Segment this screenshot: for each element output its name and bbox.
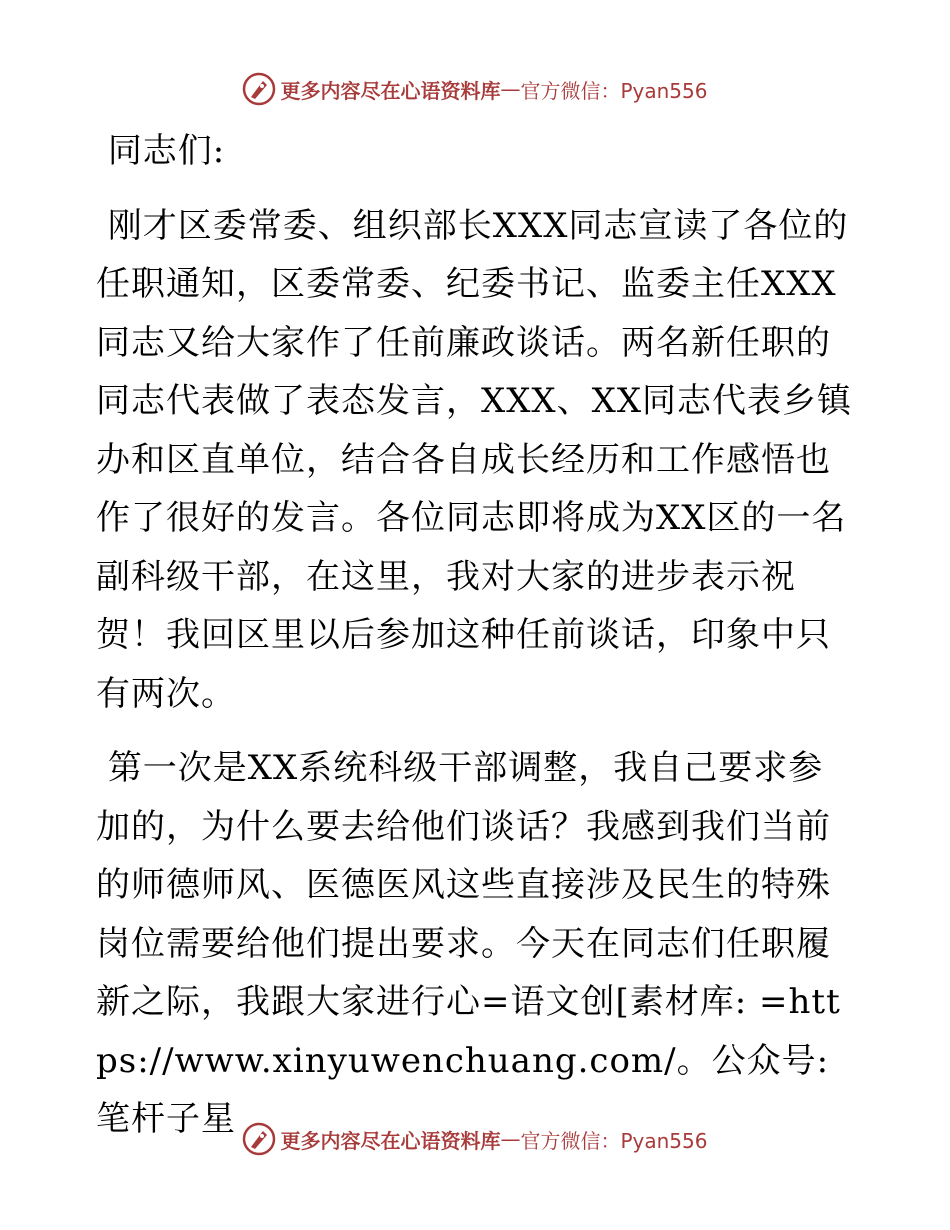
- header-banner: [0, 72, 950, 106]
- pen-nib-logo-icon: [242, 72, 276, 106]
- banner-brand-text: 更多内容尽在心语资料库: [280, 1128, 501, 1153]
- paragraph-2: 第一次是XX系统科级干部调整，我自己要求参加的，为什么要去给他们谈话？我感到我们当前的师德师风、医德医风这些直接涉及民生的特殊岗位需要给他们提出要求。今天在同志们任职履新之际，我跟大家进行心=语文创[素材库: =https://www.xinyuwenchuang.com/。公众号: 笔杆子星: [96, 748, 841, 1139]
- banner-brand-text: 更多内容尽在心语资料库: [280, 78, 501, 103]
- paragraph-1: 刚才区委常委、组织部长XXX同志宣读了各位的任职通知，区委常委、纪委书记、监委主任XXX同志又给大家作了任前廉政谈话。两名新任职的同志代表做了表态发言，XXX、XX同志代表乡镇办和区直单位，结合各自成长经历和工作感悟也作了很好的发言。各位同志即将成为XX区的一名副科级干部，在这里，我对大家的进步表示祝贺！我回区里以后参加这种任前谈话，印象中只有两次。: [96, 205, 853, 714]
- banner-wechat-text: 官方微信：Pyan556: [520, 1128, 708, 1153]
- footer-banner: [0, 1122, 950, 1156]
- banner-separator: —: [500, 1127, 521, 1151]
- greeting: 同志们:: [96, 131, 226, 171]
- pen-nib-logo-icon: [242, 1122, 276, 1156]
- banner-separator: —: [500, 77, 521, 101]
- document-body: [96, 122, 856, 1149]
- banner-wechat-text: 官方微信：Pyan556: [520, 78, 708, 103]
